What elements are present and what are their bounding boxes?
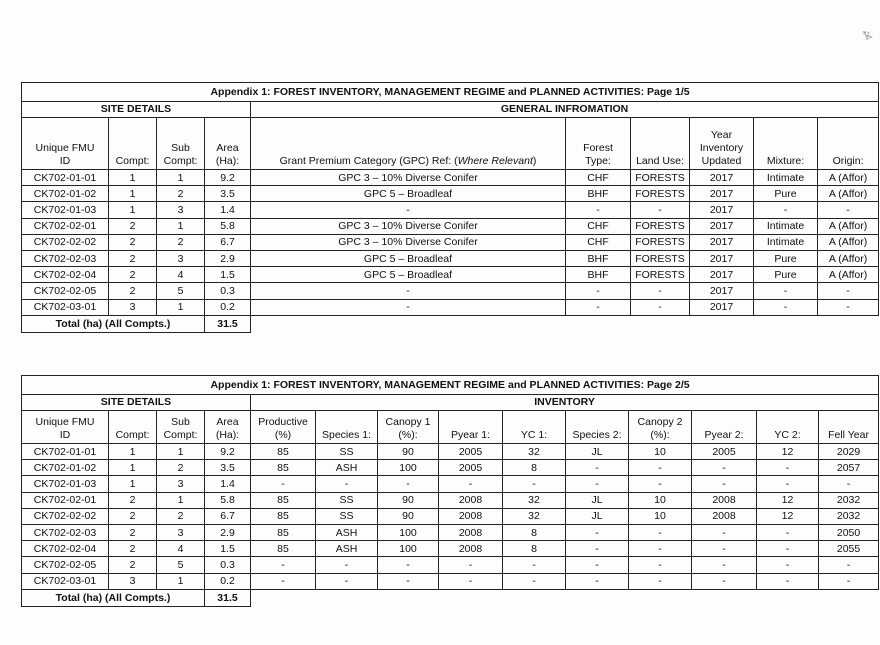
col-header-species-2: Species 2: <box>566 411 629 444</box>
cell-prod: 85 <box>251 492 316 508</box>
cell-prod: - <box>251 573 316 589</box>
cell-can2: - <box>629 541 692 557</box>
cell-compt: 2 <box>109 218 157 234</box>
cell-forest: BHF <box>566 250 631 266</box>
cell-gpc: - <box>251 299 566 315</box>
cell-id: CK702-01-03 <box>22 476 109 492</box>
cell-yc1: 32 <box>503 492 566 508</box>
cell-yc1: - <box>503 557 566 573</box>
cell-forest: CHF <box>566 218 631 234</box>
cell-fell: 2032 <box>819 492 879 508</box>
cell-compt: 1 <box>109 202 157 218</box>
cell-id: CK702-01-01 <box>22 170 109 186</box>
cell-land: FORESTS <box>631 234 690 250</box>
cell-py1: 2005 <box>439 444 503 460</box>
cell-sub: 5 <box>157 283 205 299</box>
table1-site-details-header: SITE DETAILS <box>22 102 251 118</box>
cell-yc2: 12 <box>757 444 819 460</box>
cell-sp2: - <box>566 541 629 557</box>
cell-py2: - <box>692 524 757 540</box>
cell-compt: 1 <box>109 460 157 476</box>
cell-yc1: 8 <box>503 524 566 540</box>
cell-area: 1.5 <box>205 267 251 283</box>
cell-yc2: 12 <box>757 492 819 508</box>
cell-fell: - <box>819 557 879 573</box>
cell-compt: 2 <box>109 283 157 299</box>
cell-yc1: 32 <box>503 444 566 460</box>
cell-can2: - <box>629 476 692 492</box>
cell-land: FORESTS <box>631 218 690 234</box>
cell-compt: 3 <box>109 573 157 589</box>
cell-sp1: - <box>316 557 378 573</box>
cell-forest: BHF <box>566 267 631 283</box>
col-header-fmu-id: Unique FMU ID <box>22 118 109 170</box>
table-row <box>22 283 879 299</box>
cell-prod: 85 <box>251 508 316 524</box>
cell-land: FORESTS <box>631 186 690 202</box>
cell-can1: - <box>378 476 439 492</box>
cell-id: CK702-02-03 <box>22 250 109 266</box>
cell-mixture: Intimate <box>754 218 818 234</box>
cell-yc2: - <box>757 541 819 557</box>
cell-origin: - <box>818 283 879 299</box>
col-header-species-1: Species 1: <box>316 411 378 444</box>
table-row <box>22 170 879 186</box>
cell-sp2: - <box>566 476 629 492</box>
cell-year: 2017 <box>690 299 754 315</box>
cell-can2: 10 <box>629 492 692 508</box>
cell-sp2: - <box>566 557 629 573</box>
table-row <box>22 234 879 250</box>
cell-sub: 1 <box>157 218 205 234</box>
cell-compt: 2 <box>109 492 157 508</box>
table1-general-information-header: GENERAL INFROMATION <box>251 102 879 118</box>
cell-can2: - <box>629 557 692 573</box>
general-information-table <box>21 82 879 333</box>
cell-gpc: - <box>251 202 566 218</box>
cell-forest: BHF <box>566 186 631 202</box>
cell-compt: 3 <box>109 299 157 315</box>
cell-origin: A (Affor) <box>818 234 879 250</box>
cell-sp1: SS <box>316 492 378 508</box>
cell-sub: 1 <box>157 170 205 186</box>
cell-compt: 2 <box>109 250 157 266</box>
cell-yc1: 8 <box>503 460 566 476</box>
cell-id: CK702-02-05 <box>22 283 109 299</box>
cell-id: CK702-01-02 <box>22 186 109 202</box>
cell-py2: - <box>692 460 757 476</box>
cell-sub: 2 <box>157 460 205 476</box>
col-header-sub-compt: Sub Compt: <box>157 118 205 170</box>
cell-compt: 1 <box>109 170 157 186</box>
cell-compt: 2 <box>109 541 157 557</box>
cell-origin: A (Affor) <box>818 250 879 266</box>
cell-can1: 90 <box>378 444 439 460</box>
cell-mixture: Intimate <box>754 170 818 186</box>
cell-origin: A (Affor) <box>818 267 879 283</box>
cell-prod: 85 <box>251 541 316 557</box>
cell-sub: 2 <box>157 186 205 202</box>
cell-yc1: 32 <box>503 508 566 524</box>
cell-gpc: GPC 3 – 10% Diverse Conifer <box>251 170 566 186</box>
cell-area: 2.9 <box>205 524 251 540</box>
col-header-sub-compt: Sub Compt: <box>157 411 205 444</box>
table2-inventory-header: INVENTORY <box>251 395 879 411</box>
col-header-gpc: Grant Premium Category (GPC) Ref: (Where Relevant) <box>251 118 566 170</box>
cell-can1: - <box>378 573 439 589</box>
cell-year: 2017 <box>690 218 754 234</box>
col-header-fmu-id: Unique FMU ID <box>22 411 109 444</box>
cell-yc1: - <box>503 573 566 589</box>
cell-can2: - <box>629 573 692 589</box>
cell-sub: 1 <box>157 573 205 589</box>
table1-total-label: Total (ha) (All Compts.) <box>22 315 205 332</box>
cell-prod: - <box>251 476 316 492</box>
cell-py2: 2008 <box>692 508 757 524</box>
cell-py2: - <box>692 476 757 492</box>
cell-can1: 90 <box>378 492 439 508</box>
cell-can1: 100 <box>378 460 439 476</box>
cell-area: 6.7 <box>205 234 251 250</box>
cell-area: 6.7 <box>205 508 251 524</box>
cell-fell: - <box>819 476 879 492</box>
cell-can1: 100 <box>378 541 439 557</box>
cell-forest: CHF <box>566 234 631 250</box>
cell-sp1: ASH <box>316 460 378 476</box>
cell-compt: 2 <box>109 557 157 573</box>
cell-py1: 2005 <box>439 460 503 476</box>
cell-area: 5.8 <box>205 492 251 508</box>
cell-land: - <box>631 299 690 315</box>
col-header-compt: Compt: <box>109 118 157 170</box>
cell-sub: 4 <box>157 267 205 283</box>
cell-land: FORESTS <box>631 267 690 283</box>
cell-gpc: GPC 5 – Broadleaf <box>251 250 566 266</box>
cell-id: CK702-02-04 <box>22 541 109 557</box>
cell-year: 2017 <box>690 170 754 186</box>
cell-id: CK702-03-01 <box>22 299 109 315</box>
table-row <box>22 444 879 460</box>
cell-can2: 10 <box>629 444 692 460</box>
cell-yc2: 12 <box>757 508 819 524</box>
cell-land: FORESTS <box>631 170 690 186</box>
cell-area: 1.5 <box>205 541 251 557</box>
cell-sub: 1 <box>157 444 205 460</box>
cell-yc2: - <box>757 476 819 492</box>
cell-compt: 1 <box>109 476 157 492</box>
cell-prod: 85 <box>251 460 316 476</box>
cell-id: CK702-01-01 <box>22 444 109 460</box>
table-row <box>22 573 879 589</box>
cell-fell: 2029 <box>819 444 879 460</box>
table-row <box>22 541 879 557</box>
cell-sub: 1 <box>157 492 205 508</box>
col-header-yc-2: YC 2: <box>757 411 819 444</box>
cell-year: 2017 <box>690 283 754 299</box>
cell-sub: 2 <box>157 508 205 524</box>
table2-total-label: Total (ha) (All Compts.) <box>22 589 205 606</box>
cell-year: 2017 <box>690 202 754 218</box>
cell-can2: 10 <box>629 508 692 524</box>
table-row <box>22 476 879 492</box>
cell-area: 1.4 <box>205 476 251 492</box>
cell-area: 3.5 <box>205 186 251 202</box>
cell-forest: - <box>566 283 631 299</box>
cell-fell: 2057 <box>819 460 879 476</box>
cell-prod: - <box>251 557 316 573</box>
cell-yc1: - <box>503 476 566 492</box>
cell-forest: CHF <box>566 170 631 186</box>
col-header-pyear-1: Pyear 1: <box>439 411 503 444</box>
cell-mixture: - <box>754 202 818 218</box>
cell-sp1: ASH <box>316 541 378 557</box>
cell-sp1: - <box>316 476 378 492</box>
cell-land: - <box>631 202 690 218</box>
cell-py2: - <box>692 557 757 573</box>
cell-mixture: Pure <box>754 186 818 202</box>
table1-total-value: 31.5 <box>205 315 251 332</box>
cell-area: 0.2 <box>205 299 251 315</box>
cell-area: 0.2 <box>205 573 251 589</box>
cell-gpc: GPC 5 – Broadleaf <box>251 186 566 202</box>
col-header-pyear-2: Pyear 2: <box>692 411 757 444</box>
table2-title: Appendix 1: FOREST INVENTORY, MANAGEMENT REGIME and PLANNED ACTIVITIES: Page 2/5 <box>22 376 879 395</box>
table2-total-value: 31.5 <box>205 589 251 606</box>
cell-py2: 2008 <box>692 492 757 508</box>
cell-py1: - <box>439 557 503 573</box>
cell-sub: 3 <box>157 250 205 266</box>
cell-fell: - <box>819 573 879 589</box>
table-row <box>22 492 879 508</box>
cell-land: - <box>631 283 690 299</box>
col-header-origin: Origin: <box>818 118 879 170</box>
cell-sub: 3 <box>157 524 205 540</box>
col-header-yc-1: YC 1: <box>503 411 566 444</box>
cell-can1: 90 <box>378 508 439 524</box>
cell-fell: 2055 <box>819 541 879 557</box>
col-header-land-use: Land Use: <box>631 118 690 170</box>
scan-mark: ꝁ <box>861 27 875 43</box>
cell-py2: 2005 <box>692 444 757 460</box>
cell-id: CK702-02-01 <box>22 218 109 234</box>
cell-mixture: - <box>754 283 818 299</box>
cell-py1: - <box>439 573 503 589</box>
cell-sp2: - <box>566 524 629 540</box>
cell-mixture: Intimate <box>754 234 818 250</box>
cell-sp2: JL <box>566 508 629 524</box>
cell-fell: 2032 <box>819 508 879 524</box>
cell-mixture: - <box>754 299 818 315</box>
table-row <box>22 557 879 573</box>
cell-sp2: JL <box>566 492 629 508</box>
cell-id: CK702-02-04 <box>22 267 109 283</box>
table-row <box>22 267 879 283</box>
cell-id: CK702-02-03 <box>22 524 109 540</box>
cell-year: 2017 <box>690 234 754 250</box>
cell-id: CK702-01-02 <box>22 460 109 476</box>
cell-area: 1.4 <box>205 202 251 218</box>
cell-origin: - <box>818 299 879 315</box>
cell-mixture: Pure <box>754 267 818 283</box>
cell-sp2: - <box>566 460 629 476</box>
cell-area: 3.5 <box>205 460 251 476</box>
cell-py2: - <box>692 573 757 589</box>
col-header-canopy-2: Canopy 2 (%): <box>629 411 692 444</box>
table1-title: Appendix 1: FOREST INVENTORY, MANAGEMENT REGIME and PLANNED ACTIVITIES: Page 1/5 <box>22 83 879 102</box>
cell-id: CK702-01-03 <box>22 202 109 218</box>
cell-can1: 100 <box>378 524 439 540</box>
cell-area: 5.8 <box>205 218 251 234</box>
table-row <box>22 508 879 524</box>
cell-py1: 2008 <box>439 524 503 540</box>
cell-sp1: SS <box>316 444 378 460</box>
cell-gpc: GPC 3 – 10% Diverse Conifer <box>251 234 566 250</box>
table-row <box>22 186 879 202</box>
cell-py1: - <box>439 476 503 492</box>
cell-forest: - <box>566 202 631 218</box>
col-header-productive: Productive (%) <box>251 411 316 444</box>
cell-can2: - <box>629 460 692 476</box>
cell-gpc: GPC 3 – 10% Diverse Conifer <box>251 218 566 234</box>
cell-yc2: - <box>757 557 819 573</box>
cell-sub: 1 <box>157 299 205 315</box>
col-header-canopy-1: Canopy 1 (%): <box>378 411 439 444</box>
cell-year: 2017 <box>690 267 754 283</box>
cell-forest: - <box>566 299 631 315</box>
col-header-fell-year: Fell Year <box>819 411 879 444</box>
cell-sub: 5 <box>157 557 205 573</box>
cell-prod: 85 <box>251 524 316 540</box>
cell-gpc: - <box>251 283 566 299</box>
cell-area: 9.2 <box>205 444 251 460</box>
cell-sub: 3 <box>157 202 205 218</box>
inventory-table <box>21 375 879 607</box>
table-row <box>22 460 879 476</box>
cell-yc1: 8 <box>503 541 566 557</box>
cell-origin: A (Affor) <box>818 186 879 202</box>
col-header-forest-type: Forest Type: <box>566 118 631 170</box>
cell-year: 2017 <box>690 250 754 266</box>
table2-site-details-header: SITE DETAILS <box>22 395 251 411</box>
table-row <box>22 524 879 540</box>
col-header-area: Area (Ha): <box>205 118 251 170</box>
cell-id: CK702-03-01 <box>22 573 109 589</box>
cell-compt: 1 <box>109 444 157 460</box>
cell-area: 0.3 <box>205 283 251 299</box>
cell-prod: 85 <box>251 444 316 460</box>
cell-id: CK702-02-01 <box>22 492 109 508</box>
cell-area: 0.3 <box>205 557 251 573</box>
cell-compt: 2 <box>109 508 157 524</box>
cell-fell: 2050 <box>819 524 879 540</box>
cell-sp1: SS <box>316 508 378 524</box>
cell-id: CK702-02-02 <box>22 234 109 250</box>
col-header-year-updated: Year Inventory Updated <box>690 118 754 170</box>
col-header-mixture: Mixture: <box>754 118 818 170</box>
table-row <box>22 299 879 315</box>
cell-compt: 2 <box>109 267 157 283</box>
cell-yc2: - <box>757 460 819 476</box>
table-row <box>22 202 879 218</box>
cell-area: 2.9 <box>205 250 251 266</box>
cell-yc2: - <box>757 524 819 540</box>
cell-sub: 2 <box>157 234 205 250</box>
cell-yc2: - <box>757 573 819 589</box>
cell-origin: A (Affor) <box>818 170 879 186</box>
cell-origin: - <box>818 202 879 218</box>
col-header-area: Area (Ha): <box>205 411 251 444</box>
cell-sp1: - <box>316 573 378 589</box>
cell-area: 9.2 <box>205 170 251 186</box>
cell-land: FORESTS <box>631 250 690 266</box>
cell-can2: - <box>629 524 692 540</box>
cell-sp2: JL <box>566 444 629 460</box>
cell-py1: 2008 <box>439 541 503 557</box>
col-header-compt: Compt: <box>109 411 157 444</box>
cell-sp1: ASH <box>316 524 378 540</box>
cell-mixture: Pure <box>754 250 818 266</box>
cell-sub: 4 <box>157 541 205 557</box>
cell-sub: 3 <box>157 476 205 492</box>
table-row <box>22 218 879 234</box>
cell-compt: 2 <box>109 524 157 540</box>
cell-py2: - <box>692 541 757 557</box>
cell-year: 2017 <box>690 186 754 202</box>
cell-origin: A (Affor) <box>818 218 879 234</box>
cell-py1: 2008 <box>439 508 503 524</box>
cell-sp2: - <box>566 573 629 589</box>
cell-compt: 2 <box>109 234 157 250</box>
cell-id: CK702-02-05 <box>22 557 109 573</box>
cell-gpc: GPC 5 – Broadleaf <box>251 267 566 283</box>
cell-id: CK702-02-02 <box>22 508 109 524</box>
cell-can1: - <box>378 557 439 573</box>
cell-py1: 2008 <box>439 492 503 508</box>
table-row <box>22 250 879 266</box>
cell-compt: 1 <box>109 186 157 202</box>
